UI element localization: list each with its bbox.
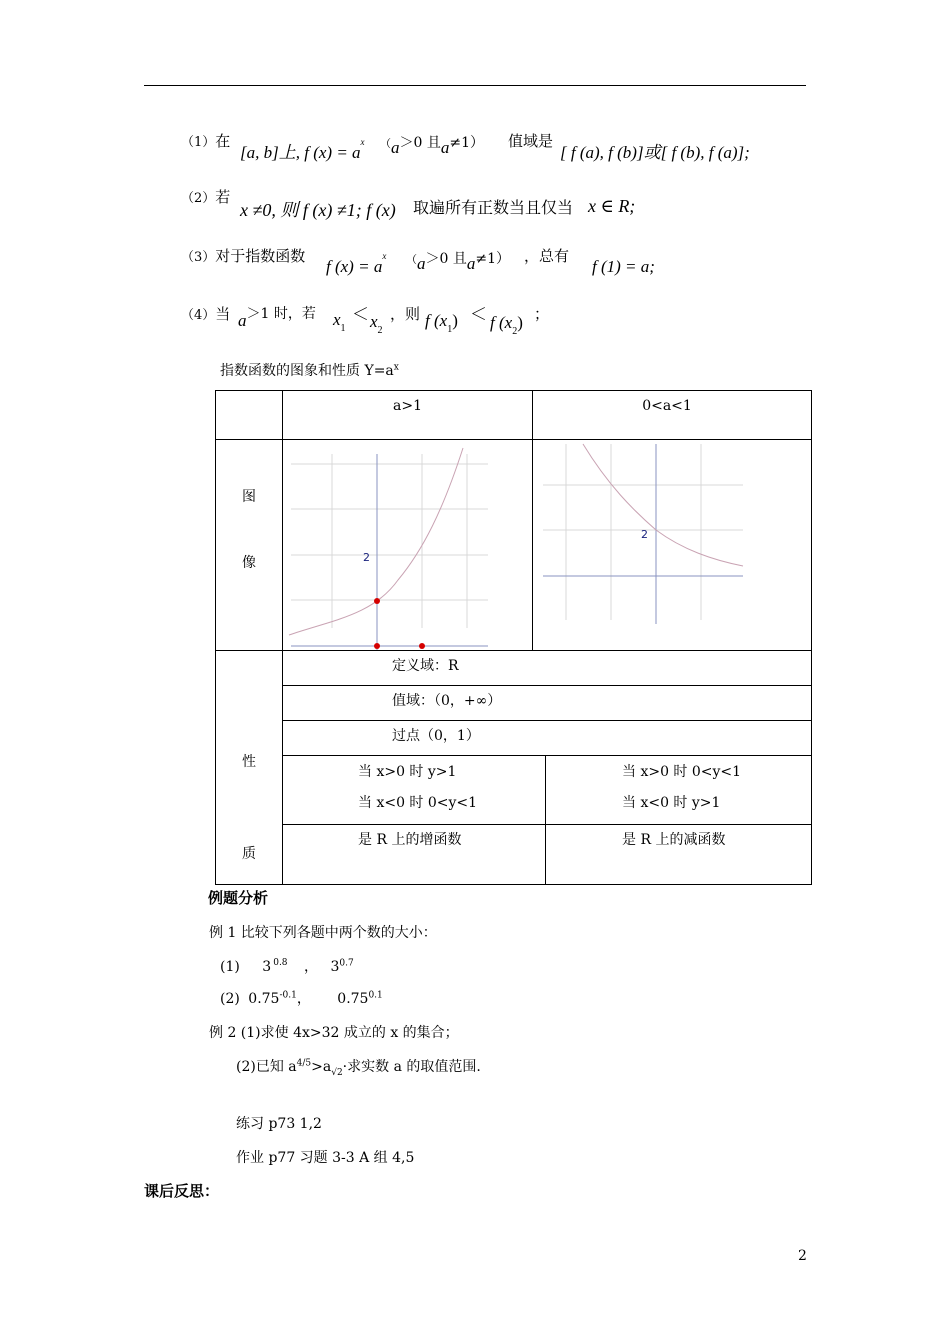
superscript: x [393,362,399,373]
graph-label-2: 像 [242,555,256,571]
math-expression: f (x [490,313,513,332]
props-label-1: 性 [242,754,256,770]
monotonic-row [216,825,812,885]
item-4-then: ，则 [390,305,421,323]
condition-text: ＞1 时，若 [246,306,316,322]
text: (2)已知 a [236,1059,297,1075]
math-a: a [238,311,247,330]
item-3-condition [406,248,510,273]
exponential-curve [583,444,743,566]
sign-left-1: 当 x>0 时 y>1 [358,764,457,780]
item-number: （1） [181,135,216,150]
homework-line: 作业 p77 习题 3-3 A 组 4,5 [236,1150,415,1166]
text: >a [311,1059,332,1075]
math-expression: [a, b]上, f (x) = a [240,143,361,162]
exponent: 4/5 [296,1058,312,1069]
point-0-1 [374,598,380,604]
example-2-title: 例 2 (1)求使 4x>32 成立的 x 的集合； [209,1025,459,1041]
increasing-exponential-graph [283,440,533,650]
header-a-greater-1 [283,391,533,440]
graph-label-cell [216,440,283,651]
item-number: （3） [181,250,216,265]
item-3-math-value: f (1) = a; [592,257,655,276]
header-rule [144,85,806,86]
table-title [220,360,399,380]
exponential-properties-table [215,390,812,885]
mono-left-text: 是 R 上的增函数 [358,832,462,848]
table-corner-cell [216,391,283,440]
item-text: 在 [215,132,231,150]
point-1-0 [419,643,425,649]
header-a-between-0-1 [533,391,812,440]
math-x: x [370,312,378,331]
passes-cell [283,721,812,756]
superscript: x [360,137,365,148]
exponent: 0.7 [339,958,354,969]
item-1-math-range [240,138,365,163]
math-x: x [333,310,341,329]
part-label: (1) [220,959,240,975]
item-1-tail: 值域是 [508,132,554,150]
separator: ， [304,959,318,975]
subscript: 1 [447,324,453,335]
superscript: x [382,251,387,262]
item-4-condition [238,303,316,330]
property-item-3 [181,245,305,266]
item-2-math-set: x ∈ R; [588,196,636,216]
item-number: （2） [181,191,216,206]
base: 3 [262,959,272,975]
y-tick-label: 2 [641,528,648,541]
item-4-fx2 [490,313,523,337]
math-a: a [417,254,426,273]
grid [291,454,488,628]
item-2-math: x ≠0, 则 f (x) ≠1; f (x) [240,200,396,220]
property-item-1 [181,130,230,151]
practice-line: 练习 p73 1,2 [236,1116,322,1132]
mono-left-cell [283,825,546,885]
axes [291,454,488,650]
examples-heading: 例题分析 [208,889,269,907]
graph-label-1: 图 [242,489,256,505]
header-text: 0<a<1 [642,398,692,414]
part-label: (2) [220,991,240,1007]
range-cell [283,686,812,721]
item-text: 当 [215,305,231,323]
domain-row [216,651,812,686]
passes-row [216,721,812,756]
property-item-4 [181,303,230,324]
mono-right-text: 是 R 上的减函数 [622,832,726,848]
math-a: a [391,138,400,157]
decreasing-exponential-graph [533,440,811,650]
condition-text: ≠1） [449,135,484,151]
item-text: 若 [215,188,231,206]
item-3-tail: ，总有 [524,247,570,265]
example-1-part-2 [220,988,383,1008]
props-label-2: 质 [242,846,256,862]
paren: （ [380,137,391,150]
exponent: 0.1 [368,990,383,1001]
item-number: （4） [181,308,216,323]
subscript: 2 [377,325,383,336]
exponent: 0.8 [273,958,288,969]
range-row [216,686,812,721]
item-text: 对于指数函数 [215,247,306,265]
math-a: a [466,254,476,273]
y-tick-label: 2 [363,551,370,564]
item-4-less-than: ＜ [352,305,369,325]
sign-left-2: 当 x<0 时 0<y<1 [358,795,478,811]
item-4-end: ； [534,305,550,323]
exponent: -0.1 [279,990,297,1001]
reflection-heading: 课后反思： [144,1182,220,1200]
paren: （ [406,253,417,266]
subscript: √2 [331,1067,343,1078]
example-1-title: 例 1 比较下列各题中两个数的大小： [209,925,437,941]
table-header-row [216,391,812,440]
item-2-tail: 取遍所有正数当且仅当 [413,198,574,217]
domain-text: 定义域：R [392,658,459,674]
sign-left-cell [283,756,546,825]
header-text: a>1 [393,398,422,414]
math-expression: f (x) = a [326,257,383,276]
math-expression: f (x [425,311,448,330]
passes-text: 过点（0，1） [392,728,480,744]
example-1-part-1 [220,956,354,976]
item-4-x1 [333,310,346,334]
condition-text: ＞0 且 [399,135,441,151]
point-origin [374,643,380,649]
item-3-math [326,251,387,277]
domain-cell [283,651,812,686]
math-paren: ) [517,313,523,332]
math-a: a [440,138,450,157]
sign-right-cell [546,756,812,825]
item-4-fx1 [425,311,458,335]
text: ·求实数 a 的取值范围. [342,1059,481,1075]
sign-right-2: 当 x<0 时 y>1 [622,795,721,811]
mono-right-cell [546,825,812,885]
subscript: 1 [340,323,346,334]
graph-increasing-cell [283,440,533,651]
item-1-math-value: [ f (a), f (b)]或[ f (b), f (a)]; [560,143,750,162]
math-paren: ) [452,311,458,330]
page-number: 2 [798,1248,807,1264]
condition-text: ≠1） [475,251,510,267]
sign-right-1: 当 x>0 时 0<y<1 [622,764,742,780]
condition-text: ＞0 且 [425,251,467,267]
example-2-part-2 [236,1056,481,1078]
table-graph-row [216,440,812,651]
graph-decreasing-cell [533,440,812,651]
props-label-cell [216,651,283,885]
base: 0.75 [248,991,280,1007]
exponential-curve [289,448,463,635]
sign-row [216,756,812,825]
property-item-2 [181,186,230,207]
item-4-x2 [370,312,383,336]
base: 3 [330,959,340,975]
item-1-condition [380,132,484,157]
range-text: 值域：（0，+∞） [392,693,502,709]
table-title-text: 指数函数的图象和性质 Y=a [220,363,394,379]
base: 0.75 [337,991,369,1007]
item-4-less-than-2: ＜ [470,305,487,325]
subscript: 2 [512,326,518,337]
separator: ， [296,991,311,1007]
